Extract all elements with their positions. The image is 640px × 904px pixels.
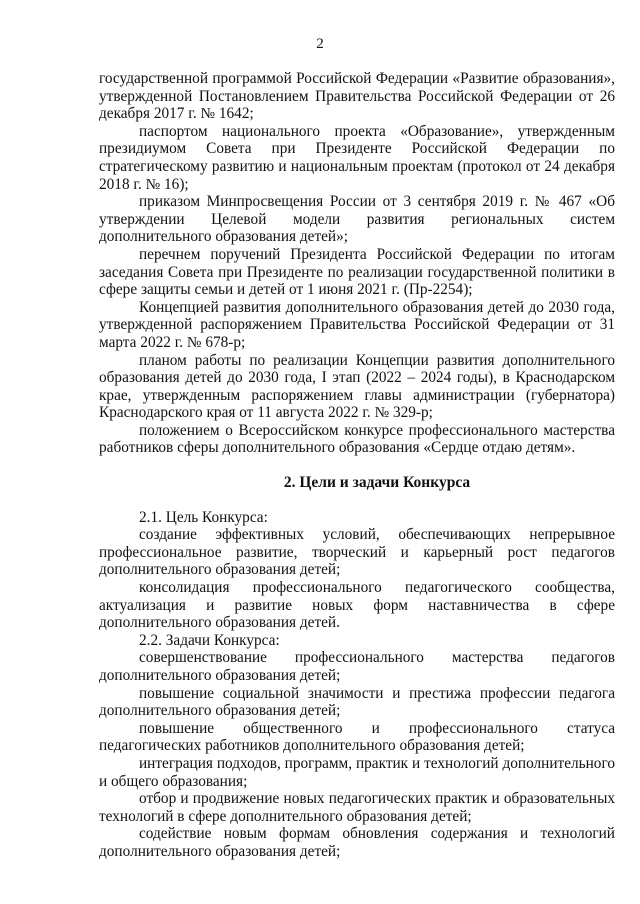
paragraph: планом работы по реализации Концепции развития дополнительного образования детей до 2030 года, I этап (2022 – 2024 годы), в Краснодарском крае, утвержденным распоряжением главы администрации (губернатора) Краснодарского края от 11 августа 2022 г. № 329-р; — [99, 351, 615, 422]
paragraph: положением о Всероссийском конкурсе профессионального мастерства работников сферы дополнительного образования «Сердце отдаю детям». — [99, 421, 615, 457]
document-body — [99, 70, 615, 861]
paragraph: паспортом национального проекта «Образование», утвержденным президиумом Совета при Президенте Российской Федерации по стратегическому развитию и национальным проектам (протокол от 24 декабря 2018 г. № 16); — [99, 122, 615, 193]
paragraph: приказом Минпросвещения России от 3 сентября 2019 г. № 467 «Об утверждении Целевой модели развития региональных систем дополнительного образования детей»; — [99, 193, 615, 246]
task-item: интеграция подходов, программ, практик и технологий дополнительного и общего образования; — [99, 754, 615, 790]
task-item: отбор и продвижение новых педагогических практик и образовательных технологий в сфере дополнительного образования детей; — [99, 790, 615, 825]
goal-item: создание эффективных условий, обеспечивающих непрерывное профессиональное развитие, творческий и карьерный рост педагогов дополнительного образования детей; — [99, 526, 615, 579]
goal-item: консолидация профессионального педагогического сообщества, актуализация и развитие новых форм наставничества в сфере дополнительного образования детей. — [99, 579, 615, 632]
paragraph: государственной программой Российской Федерации «Развитие образования», утвержденной Постановлением Правительства Российской Федерации от 26 декабря 2017 г. № 1642; — [99, 70, 615, 123]
page-number: 2 — [316, 36, 324, 52]
task-item: повышение общественного и профессионального статуса педагогических работников дополнительного образования детей; — [99, 719, 615, 755]
goal-label: 2.1. Цель Конкурса: — [139, 508, 268, 526]
task-item: совершенствование профессионального мастерства педагогов дополнительного образования детей; — [99, 649, 615, 684]
task-item: содействие новым формам обновления содержания и технологий дополнительного образования детей; — [99, 825, 615, 860]
task-item: повышение социальной значимости и престижа профессии педагога дополнительного образования детей; — [99, 684, 615, 720]
section-heading: 2. Цели и задачи Конкурса — [283, 474, 471, 492]
tasks-label: 2.2. Задачи Конкурса: — [139, 631, 280, 649]
paragraph: перечнем поручений Президента Российской Федерации по итогам заседания Совета при Президенте по реализации государственной политики в сфере защиты семьи и детей от 1 июня 2021 г. (Пр-2254); — [99, 245, 615, 299]
paragraph: Концепцией развития дополнительного образования детей до 2030 года, утвержденной распоряжением Правительства Российской Федерации от 31 марта 2022 г. № 678-р; — [99, 298, 615, 351]
